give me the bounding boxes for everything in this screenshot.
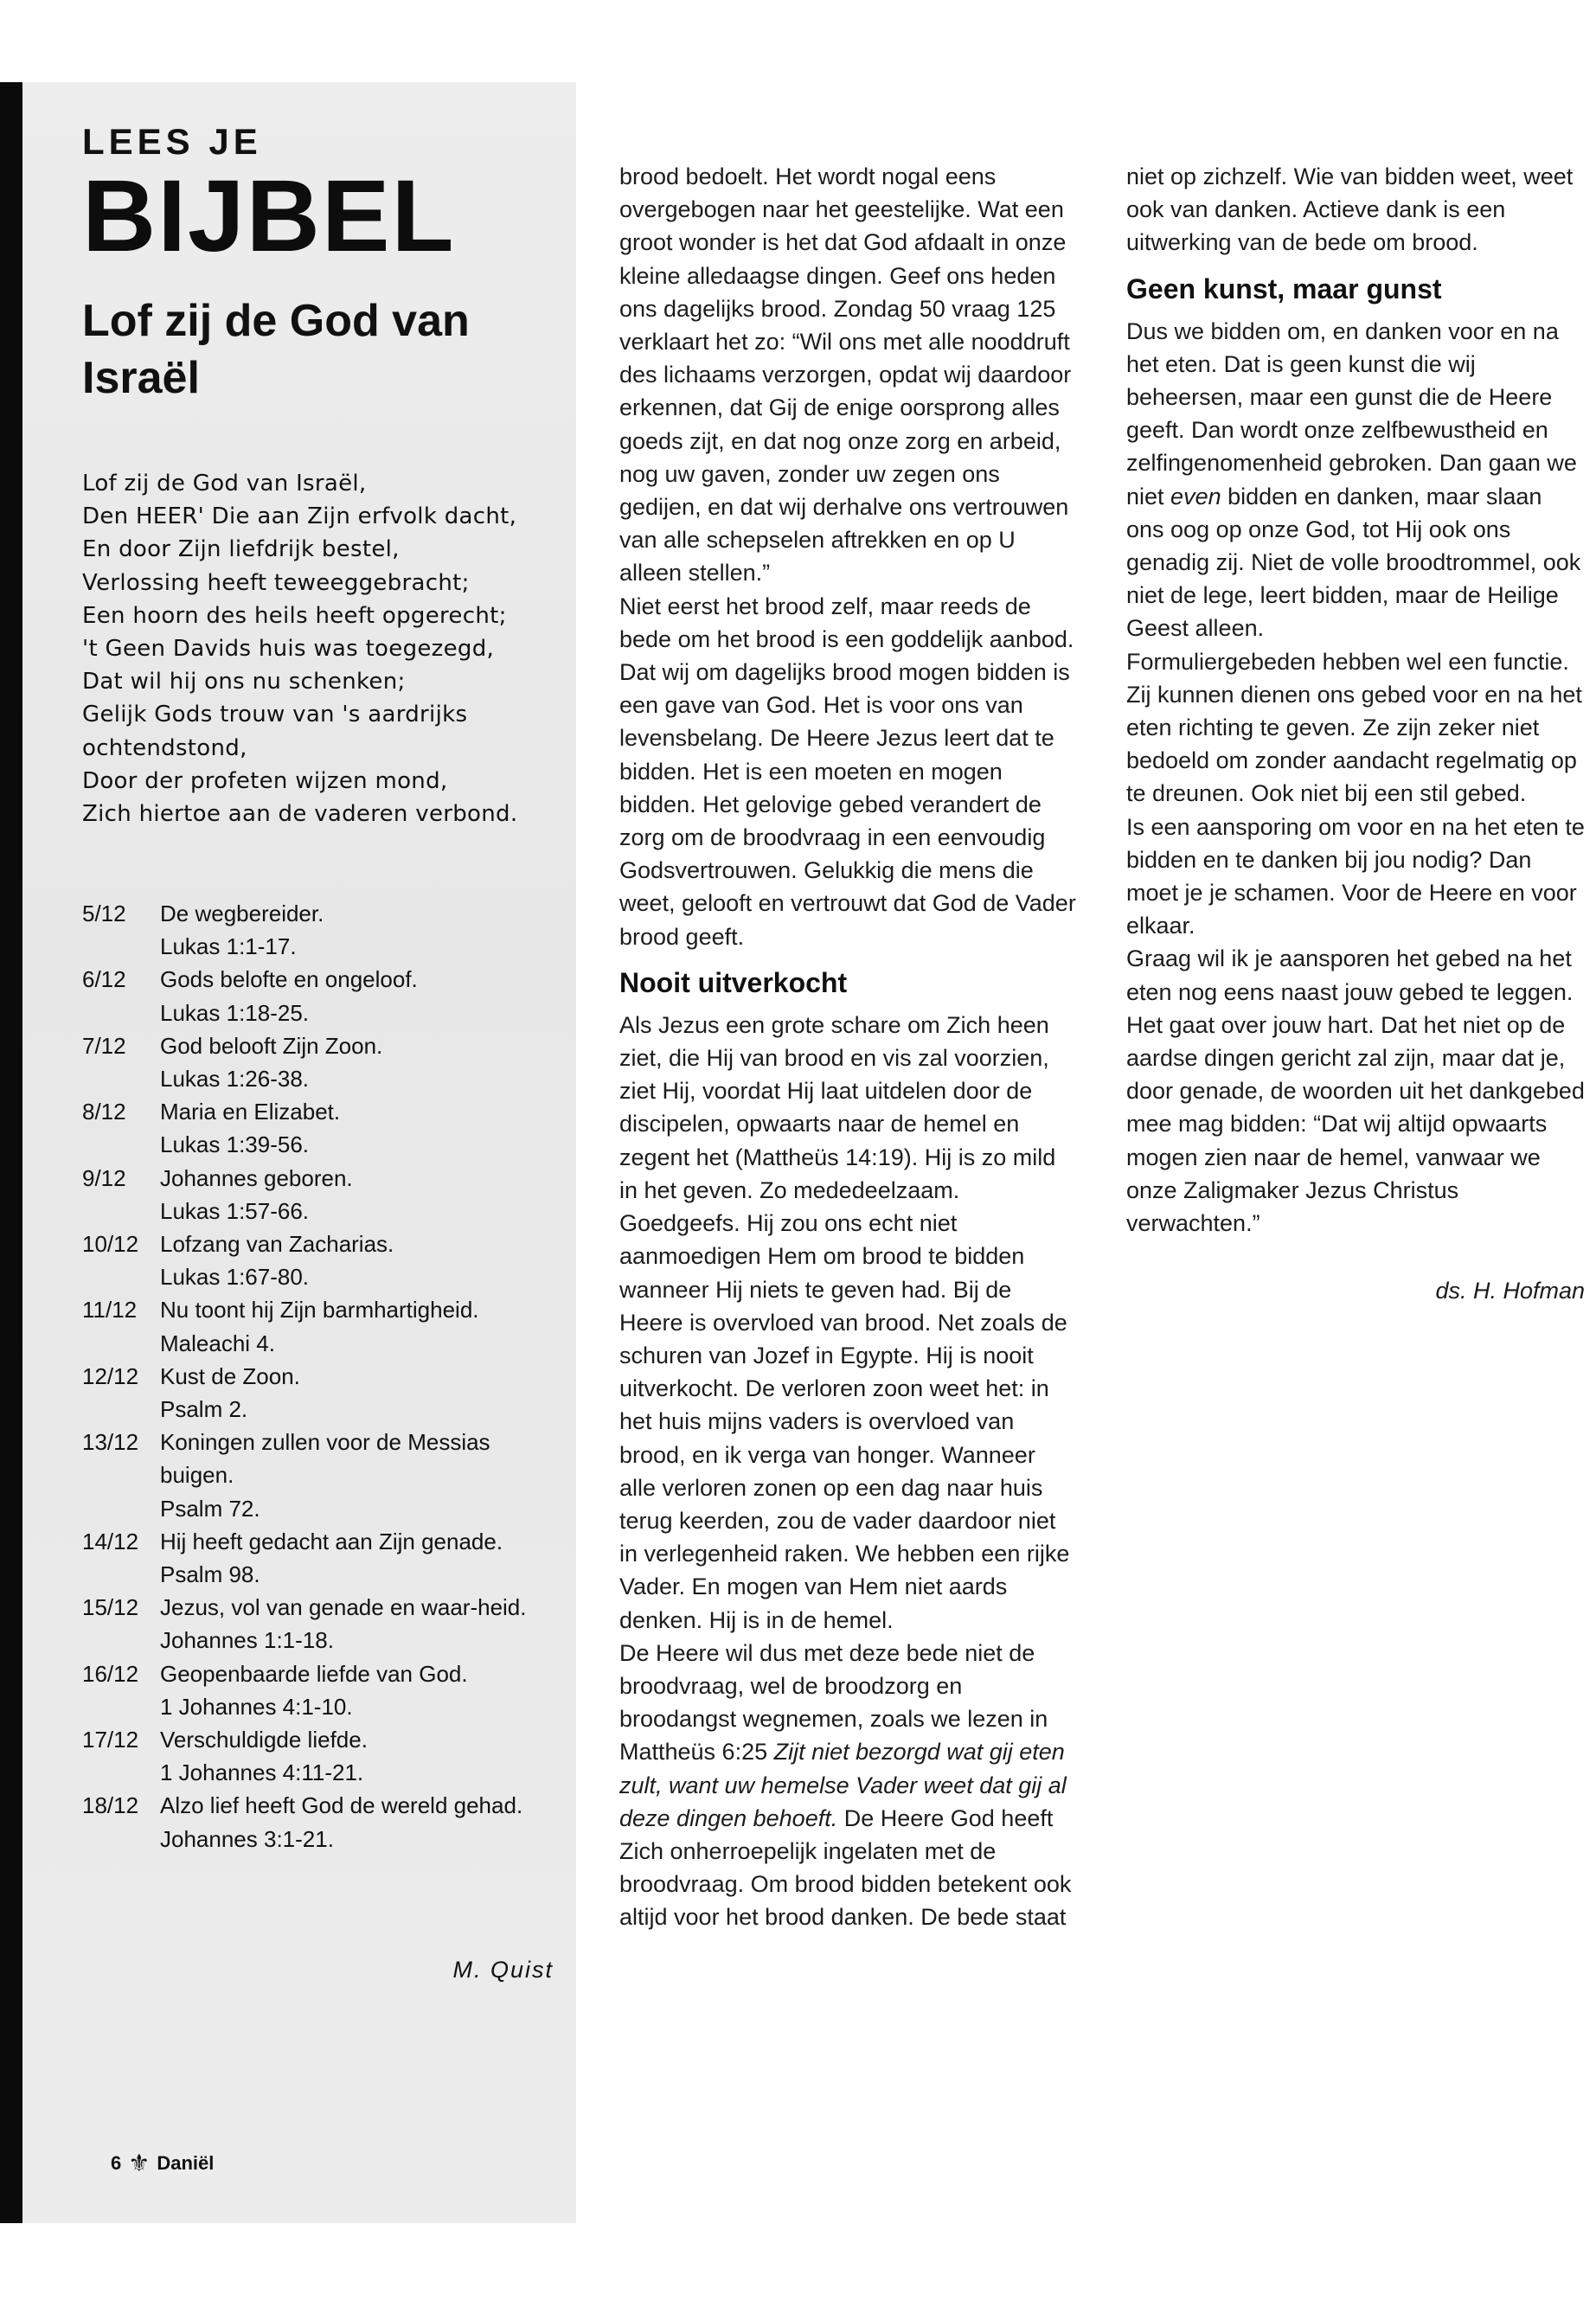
- reading-item: [82, 897, 567, 963]
- paragraph-text: De Heere God heeft Zich onherroepelijk ingelaten met de broodvraag. Om brood bidden betekent ook altijd voor het brood danken. De bede staat: [619, 1804, 1072, 1931]
- reading-title: Verschuldigde liefde.: [160, 1727, 368, 1753]
- subheading: Geen kunst, maar gunst: [1126, 272, 1442, 304]
- reading-title: Maria en Elizabet.: [160, 1099, 341, 1125]
- emphasis: even: [1170, 483, 1221, 510]
- binding-edge: [0, 82, 22, 2223]
- paragraph-text: De Heere wil dus met deze bede niet de broodvraag, wel de broodzorg en broodangst wegnemen, zoals we lezen in Mattheüs 6:25: [619, 1639, 1048, 1766]
- reading-item: [82, 1525, 567, 1591]
- reading-ref: Johannes 1:1-18.: [160, 1627, 334, 1654]
- reading-date: 5/12: [82, 901, 126, 926]
- left-author: M. Quist: [452, 1957, 554, 1983]
- reading-ref: Lukas 1:39-56.: [160, 1131, 310, 1158]
- article-title: Lof zij de God van Israël: [82, 296, 470, 403]
- reading-title: Geopenbaarde liefde van God.: [160, 1660, 468, 1687]
- verse-line: Gelijk Gods trouw van 's aardrijks: [82, 702, 468, 728]
- reading-ref: Lukas 1:26-38.: [160, 1066, 310, 1093]
- verse-line: 't Geen Davids huis was toegezegd,: [82, 636, 495, 663]
- section-title: BIJBEL: [82, 159, 456, 273]
- reading-date: 17/12: [82, 1727, 139, 1753]
- paragraph: [619, 1637, 1078, 1934]
- reading-ref: Psalm 72.: [160, 1495, 260, 1522]
- reading-title: Koningen zullen voor de Messias buigen.: [160, 1429, 490, 1489]
- reading-date: 12/12: [82, 1362, 139, 1389]
- verse-line: En door Zijn liefdrijk bestel,: [82, 536, 400, 563]
- reading-date: 14/12: [82, 1528, 139, 1554]
- reading-date: 6/12: [82, 966, 126, 993]
- reading-title: Alzo lief heeft God de wereld gehad.: [160, 1792, 523, 1819]
- reading-ref: Psalm 98.: [160, 1561, 260, 1588]
- reading-date: 13/12: [82, 1429, 139, 1456]
- paragraph-text: bidden en danken, maar slaan ons oog op onze God, tot Hij ook ons genadig zij. Niet de volle broodtrommel, ook niet de lege, leert bidden, maar de Heilige Geest alleen.: [1126, 483, 1581, 642]
- paragraph: niet op zichzelf. Wie van bidden weet, weet ook van danken. Actieve dank is een uitwerking van de bede om brood.: [1126, 163, 1574, 256]
- verse-line: Den HEER' Die aan Zijn erfvolk dacht,: [82, 503, 517, 530]
- scripture-quote: Zijt niet bezorgd wat gij eten zult, want uw hemelse Vader weet dat gij al deze dingen behoeft.: [619, 1739, 1067, 1831]
- verse-line: Dat wil hij ons nu schenken;: [82, 669, 406, 695]
- reading-date: 11/12: [82, 1297, 138, 1324]
- reading-title: Lofzang van Zacharias.: [160, 1231, 394, 1258]
- verse-line: Zich hiertoe aan de vaderen verbond.: [82, 801, 518, 828]
- reading-title: God belooft Zijn Zoon.: [160, 1032, 383, 1059]
- paragraph: [1126, 315, 1585, 645]
- fleur-de-lis-icon: ⚜: [128, 2150, 151, 2176]
- right-column: [1126, 160, 1585, 1308]
- reading-title: Hij heeft gedacht aan Zijn genade.: [160, 1528, 503, 1554]
- paragraph: Is een aansporing om voor en na het eten te bidden en te danken bij jou nodig? Dan moet je je schamen. Voor de Heere en voor elkaar.: [1126, 813, 1585, 939]
- reading-item: [82, 1227, 567, 1293]
- middle-column: [619, 160, 1078, 1934]
- reading-date: 8/12: [82, 1099, 126, 1125]
- reading-date: 16/12: [82, 1660, 139, 1687]
- reading-date: 7/12: [82, 1032, 126, 1059]
- verse-line: Lof zij de God van Israël,: [82, 471, 367, 497]
- paragraph: Formuliergebeden hebben wel een functie. Zij kunnen dienen ons gebed voor en na het eten richting te geven. Ze zijn zeker niet bedoeld om zonder aandacht regelmatig op te dreunen. Ook niet bij een stil gebed.: [1126, 648, 1582, 807]
- reading-item: [82, 1657, 567, 1723]
- paragraph-text: Dus we bidden om, en danken voor en na het eten. Dat is geen kunst die wij beheersen, maar een gunst die de Heere geeft. Dan wordt onze zelfbewustheid en zelfingenomenheid gebroken. Dan gaan we niet: [1126, 317, 1577, 510]
- reading-title: Gods belofte en ongeloof.: [160, 966, 418, 993]
- page-footer: [111, 2149, 214, 2177]
- reading-ref: Lukas 1:18-25.: [160, 999, 310, 1026]
- reading-title: Kust de Zoon.: [160, 1362, 300, 1389]
- verse-line: Door der profeten wijzen mond,: [82, 767, 448, 794]
- reading-ref: 1 Johannes 4:1-10.: [160, 1693, 353, 1720]
- reading-item: [82, 1029, 567, 1095]
- reading-date: 10/12: [82, 1231, 139, 1258]
- reading-date: 15/12: [82, 1594, 139, 1621]
- reading-item: [82, 1789, 567, 1855]
- reading-item: [82, 1162, 567, 1227]
- reading-title: Johannes geboren.: [160, 1164, 353, 1191]
- reading-ref: Lukas 1:1-17.: [160, 933, 297, 960]
- reading-schedule: [82, 897, 567, 1856]
- magazine-name: Daniël: [157, 2151, 215, 2174]
- reading-ref: Lukas 1:67-80.: [160, 1264, 310, 1291]
- verse-line: ochtendstond,: [82, 734, 247, 761]
- verse-line: Een hoorn des heils heeft opgerecht;: [82, 602, 507, 629]
- reading-ref: Johannes 3:1-21.: [160, 1825, 334, 1852]
- section-kicker: LEES JE: [82, 121, 262, 162]
- reading-ref: Psalm 2.: [160, 1396, 248, 1423]
- reading-item: [82, 1360, 567, 1426]
- right-author: ds. H. Hofman: [1435, 1278, 1585, 1304]
- reading-ref: Lukas 1:57-66.: [160, 1197, 310, 1224]
- reading-date: 9/12: [82, 1164, 126, 1191]
- subheading: Nooit uitverkocht: [619, 966, 848, 998]
- paragraph: brood bedoelt. Het wordt nogal eens overgebogen naar het geestelijke. Wat een groot wonder is het dat God afdaalt in onze kleine alledaagse dingen. Geef ons heden ons dagelijks brood. Zondag 50 vraag 125 verklaart het zo: “Wil ons met alle nooddruft des lichaams verzorgen, opdat wij daardoor erkennen, dat Gij de enige oorsprong alles goeds zijt, en dat nog onze zorg en arbeid, nog uw gaven, zonder uw zegen ons gedijen, en dat wij derhalve ons vertrouwen van alle schepselen aftrekken en op U alleen stellen.”: [619, 163, 1072, 586]
- reading-ref: 1 Johannes 4:11-21.: [160, 1759, 364, 1786]
- reading-item: [82, 1723, 567, 1789]
- reading-date: 18/12: [82, 1792, 139, 1819]
- reading-item: [82, 1426, 567, 1525]
- reading-ref: Maleachi 4.: [160, 1330, 275, 1356]
- paragraph: Als Jezus een grote schare om Zich heen ziet, die Hij van brood en vis zal voorzien, ziet Hij, voordat Hij laat uitdelen door de discipelen, opwaarts naar de hemel en zegent het (Mattheüs 14:19). Hij is zo mild in het geven. Zo mededeelzaam. Goedgeefs. Hij zou ons echt niet aanmoedigen Hem om brood te bidden wanneer Hij niets te geven had. Bij de Heere is overvloed van brood. Net zoals de schuren van Jozef in Egypte. Hij is nooit uitverkocht. De verloren zoon weet het: in het huis mijns vaders is overvloed van brood, en ik verga van honger. Wanneer alle verloren zonen op een dag naar huis terug keerden, zou de vader daardoor niet in verlegenheid raken. We hebben een rijke Vader. En mogen van Hem niet aards denken. Hij is in de hemel.: [619, 1011, 1070, 1633]
- reading-title: Jezus, vol van genade en waar-heid.: [160, 1594, 527, 1621]
- psalm-verse: [82, 467, 567, 830]
- reading-item: [82, 1293, 567, 1359]
- page-number: 6: [111, 2151, 122, 2174]
- reading-item: [82, 1095, 567, 1161]
- reading-title: De wegbereider.: [160, 901, 324, 926]
- paragraph: Niet eerst het brood zelf, maar reeds de bede om het brood is een goddelijk aanbod. Dat wij om dagelijks brood mogen bidden is een gave van God. Het is voor ons van levensbelang. De Heere Jezus leert dat te bidden. Het is een moeten en mogen bidden. Het gelovige gebed verandert de zorg om de broodvraag in een eenvoudig Godsvertrouwen. Gelukkig die mens die weet, gelooft en vertrouwt dat God de Vader brood geeft.: [619, 593, 1076, 950]
- paragraph: Graag wil ik je aansporen het gebed na het eten nog eens naast jouw gebed te leggen. Het gaat over jouw hart. Dat het niet op de aardse dingen gericht zal zijn, maar dat je, door genade, de woorden uit het dankgebed mee mag bidden: “Dat wij altijd opwaarts mogen zien naar de hemel, vanwaar we onze Zaligmaker Jezus Christus verwachten.”: [1126, 945, 1585, 1237]
- reading-title: Nu toont hij Zijn barmhartigheid.: [160, 1297, 479, 1324]
- reading-item: [82, 1591, 567, 1657]
- verse-line: Verlossing heeft teweeggebracht;: [82, 569, 470, 596]
- reading-item: [82, 963, 567, 1029]
